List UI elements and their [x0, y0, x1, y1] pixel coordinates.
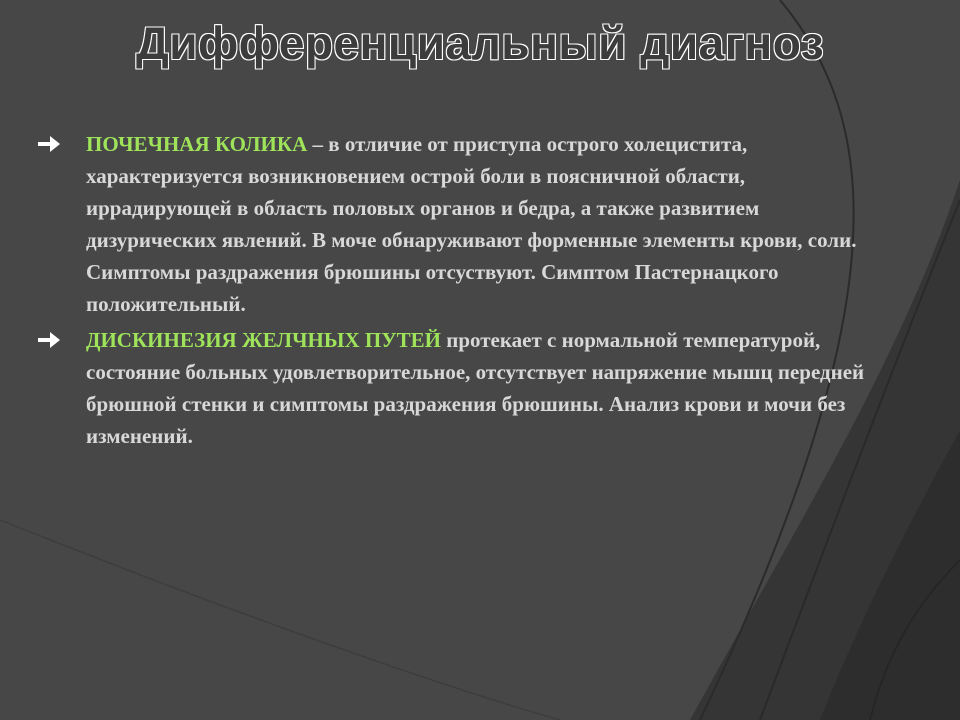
slide-title: Дифференциальный диагноз	[135, 17, 825, 69]
bullet-item	[36, 128, 876, 320]
right-arrow-icon	[36, 324, 66, 356]
background-curve-line-3	[0, 520, 560, 720]
bullet-text: протекает с нормальной температурой, состояние больных удовлетворительное, отсутствует напряжение мышц передней брюшной стенки и симптомы раздражения брюшины. Анализ крови и мочи без изменений.	[86, 328, 865, 448]
bullet-list	[36, 128, 876, 456]
bullet-text: – в отличие от приступа острого холецистита, характеризуется возникновением острой боли в поясничной области, иррадирующей в область половых органов и бедра, а также развитием дизурических явлений. В моче обнаруживают форменные элементы крови, соли. Симптомы раздражения брюшины отсуствуют. Симптом Пастернацкого положительный.	[86, 132, 857, 316]
bullet-term: ДИСКИНЕЗИЯ ЖЕЛЧНЫХ ПУТЕЙ	[86, 328, 441, 352]
bullet-term: ПОЧЕЧНАЯ КОЛИКА	[86, 132, 308, 156]
right-arrow-icon	[36, 128, 66, 160]
bullet-item	[36, 324, 876, 452]
